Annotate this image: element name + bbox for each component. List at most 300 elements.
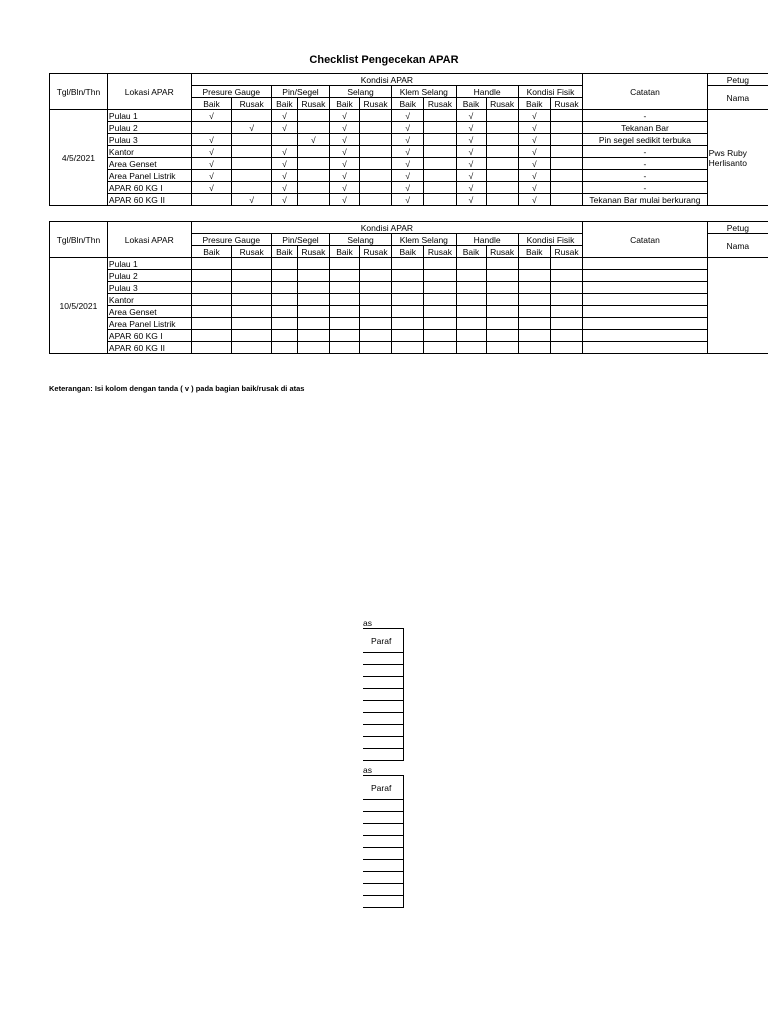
check-cell — [486, 342, 518, 354]
check-cell — [232, 330, 272, 342]
check-cell — [329, 330, 359, 342]
date-column-header: Tgl/Bln/Thn — [50, 222, 108, 258]
baik-subheader: Baik — [191, 246, 232, 258]
check-cell — [191, 270, 232, 282]
check-cell — [392, 294, 424, 306]
check-mark: √ — [191, 110, 232, 122]
paraf-header: Paraf — [363, 776, 404, 800]
location-cell: Pulau 1 — [107, 258, 191, 270]
table-row — [50, 318, 768, 330]
check-cell — [297, 110, 329, 122]
notes-column-header: Catatan — [583, 74, 707, 110]
check-cell — [329, 294, 359, 306]
category-header-5: Kondisi Fisik — [518, 86, 583, 98]
check-cell — [424, 182, 456, 194]
check-cell — [232, 258, 272, 270]
note-cell: - — [583, 158, 707, 170]
paraf-cell — [363, 749, 404, 761]
category-header-2: Selang — [329, 234, 391, 246]
note-cell — [583, 294, 707, 306]
check-cell — [518, 342, 550, 354]
note-cell — [583, 258, 707, 270]
check-cell — [486, 134, 518, 146]
check-mark: √ — [456, 134, 486, 146]
table-row — [50, 342, 768, 354]
check-mark: √ — [456, 194, 486, 206]
location-cell: Kantor — [107, 146, 191, 158]
check-cell — [359, 110, 391, 122]
baik-subheader: Baik — [456, 246, 486, 258]
location-cell: Pulau 1 — [107, 110, 191, 122]
check-cell — [486, 182, 518, 194]
check-cell — [486, 146, 518, 158]
note-cell: Pin segel sedikit terbuka — [583, 134, 707, 146]
check-mark: √ — [191, 170, 232, 182]
check-cell — [424, 258, 456, 270]
check-mark: √ — [518, 170, 550, 182]
paraf-cell — [363, 701, 404, 713]
table-row — [50, 194, 768, 206]
check-cell — [191, 122, 232, 134]
check-cell — [297, 122, 329, 134]
baik-subheader: Baik — [456, 98, 486, 110]
date-column-header: Tgl/Bln/Thn — [50, 74, 108, 110]
signature-fragment-2 — [363, 764, 403, 908]
paraf-cell — [363, 653, 404, 665]
check-cell — [359, 318, 391, 330]
check-mark: √ — [329, 122, 359, 134]
rusak-subheader: Rusak — [550, 98, 582, 110]
check-cell — [486, 270, 518, 282]
check-cell — [550, 182, 582, 194]
note-cell — [583, 282, 707, 294]
location-cell: Area Genset — [107, 158, 191, 170]
note-cell: Tekanan Bar mulai berkurang — [583, 194, 707, 206]
check-mark: √ — [329, 170, 359, 182]
baik-subheader: Baik — [191, 98, 232, 110]
location-cell: APAR 60 KG II — [107, 342, 191, 354]
check-mark: √ — [297, 134, 329, 146]
paraf-cell — [363, 860, 404, 872]
check-cell — [297, 342, 329, 354]
check-cell — [272, 318, 298, 330]
check-mark: √ — [392, 182, 424, 194]
note-cell — [583, 342, 707, 354]
check-cell — [392, 282, 424, 294]
check-mark: √ — [272, 182, 298, 194]
check-cell — [297, 294, 329, 306]
paraf-cell — [363, 689, 404, 701]
checklist-table-1 — [49, 73, 768, 218]
check-mark: √ — [518, 158, 550, 170]
check-cell — [424, 146, 456, 158]
paraf-cell — [363, 725, 404, 737]
check-cell — [191, 294, 232, 306]
location-column-header: Lokasi APAR — [107, 74, 191, 110]
category-header-2: Selang — [329, 86, 391, 98]
check-cell — [518, 294, 550, 306]
location-cell: APAR 60 KG I — [107, 182, 191, 194]
check-cell — [359, 258, 391, 270]
check-cell — [486, 158, 518, 170]
check-cell — [456, 282, 486, 294]
check-cell — [424, 122, 456, 134]
rusak-subheader: Rusak — [550, 246, 582, 258]
officer-cell — [707, 258, 768, 354]
check-mark: √ — [329, 134, 359, 146]
check-cell — [232, 318, 272, 330]
table-row — [50, 146, 768, 158]
check-cell — [456, 330, 486, 342]
paraf-cell — [363, 896, 404, 908]
check-cell — [329, 258, 359, 270]
note-cell: Tekanan Bar — [583, 122, 707, 134]
category-header-1: Pin/Segel — [272, 234, 330, 246]
check-cell — [232, 342, 272, 354]
check-cell — [424, 318, 456, 330]
check-mark: √ — [392, 170, 424, 182]
fragment-header: as — [363, 617, 404, 629]
check-cell — [550, 110, 582, 122]
check-cell — [392, 270, 424, 282]
location-cell: Area Panel Listrik — [107, 318, 191, 330]
check-cell — [297, 146, 329, 158]
check-cell — [191, 330, 232, 342]
note-cell — [583, 270, 707, 282]
check-cell — [486, 170, 518, 182]
check-cell — [191, 282, 232, 294]
check-cell — [297, 182, 329, 194]
check-cell — [232, 158, 272, 170]
check-cell — [518, 330, 550, 342]
check-cell — [424, 342, 456, 354]
check-mark: √ — [191, 134, 232, 146]
check-cell — [550, 270, 582, 282]
check-cell — [424, 170, 456, 182]
check-mark: √ — [392, 110, 424, 122]
check-mark: √ — [329, 158, 359, 170]
location-column-header: Lokasi APAR — [107, 222, 191, 258]
check-cell — [359, 294, 391, 306]
check-cell — [359, 134, 391, 146]
check-mark: √ — [456, 146, 486, 158]
check-cell — [456, 294, 486, 306]
table-row — [50, 306, 768, 318]
check-mark: √ — [272, 170, 298, 182]
check-cell — [424, 330, 456, 342]
table-row — [50, 110, 768, 122]
check-cell — [359, 342, 391, 354]
paraf-cell — [363, 713, 404, 725]
check-cell — [272, 330, 298, 342]
paraf-header: Paraf — [363, 629, 404, 653]
check-mark: √ — [329, 110, 359, 122]
rusak-subheader: Rusak — [297, 246, 329, 258]
check-cell — [486, 110, 518, 122]
location-cell: Pulau 2 — [107, 270, 191, 282]
check-cell — [297, 158, 329, 170]
check-cell — [392, 330, 424, 342]
check-cell — [297, 258, 329, 270]
check-cell — [272, 258, 298, 270]
check-cell — [456, 342, 486, 354]
check-cell — [550, 170, 582, 182]
location-cell: Pulau 3 — [107, 134, 191, 146]
baik-subheader: Baik — [272, 246, 298, 258]
check-cell — [486, 294, 518, 306]
baik-subheader: Baik — [518, 98, 550, 110]
check-cell — [297, 270, 329, 282]
kondisi-group-header: Kondisi APAR — [191, 74, 583, 86]
check-mark: √ — [272, 158, 298, 170]
check-cell — [456, 258, 486, 270]
category-header-3: Klem Selang — [392, 234, 456, 246]
rusak-subheader: Rusak — [232, 246, 272, 258]
check-mark: √ — [232, 122, 272, 134]
officer-name-header: Nama — [707, 234, 768, 258]
check-mark: √ — [518, 194, 550, 206]
check-cell — [359, 170, 391, 182]
date-cell: 10/5/2021 — [50, 258, 108, 354]
location-cell: Pulau 3 — [107, 282, 191, 294]
check-cell — [424, 294, 456, 306]
officer-group-header: Petug — [707, 222, 768, 234]
paraf-cell — [363, 665, 404, 677]
check-cell — [329, 270, 359, 282]
check-cell — [297, 318, 329, 330]
check-cell — [550, 122, 582, 134]
check-cell — [424, 110, 456, 122]
category-header-4: Handle — [456, 234, 518, 246]
note-text: Keterangan: Isi kolom dengan tanda ( v ) pada bagian baik/rusak di atas — [49, 384, 305, 393]
checklist-table-2 — [49, 221, 768, 366]
officer-cell: Pws Ruby Herlisanto — [707, 110, 768, 206]
paraf-cell — [363, 677, 404, 689]
check-mark: √ — [272, 110, 298, 122]
location-cell: Area Genset — [107, 306, 191, 318]
table-row — [50, 330, 768, 342]
check-mark: √ — [518, 134, 550, 146]
table-row — [50, 182, 768, 194]
table-row — [50, 258, 768, 270]
check-cell — [550, 282, 582, 294]
note-cell: - — [583, 146, 707, 158]
category-header-1: Pin/Segel — [272, 86, 330, 98]
table-row — [50, 294, 768, 306]
check-cell — [359, 146, 391, 158]
check-cell — [232, 134, 272, 146]
baik-subheader: Baik — [392, 98, 424, 110]
check-cell — [392, 318, 424, 330]
check-cell — [392, 258, 424, 270]
check-mark: √ — [272, 122, 298, 134]
check-cell — [191, 258, 232, 270]
check-mark: √ — [518, 110, 550, 122]
check-cell — [359, 182, 391, 194]
table-row — [50, 134, 768, 146]
check-mark: √ — [191, 182, 232, 194]
check-cell — [297, 194, 329, 206]
check-cell — [550, 258, 582, 270]
check-cell — [359, 330, 391, 342]
category-header-0: Presure Gauge — [191, 234, 271, 246]
check-cell — [424, 134, 456, 146]
paraf-cell — [363, 812, 404, 824]
check-mark: √ — [392, 158, 424, 170]
table-row — [50, 122, 768, 134]
check-cell — [424, 158, 456, 170]
check-cell — [272, 306, 298, 318]
check-cell — [359, 122, 391, 134]
check-cell — [486, 306, 518, 318]
check-cell — [232, 270, 272, 282]
check-cell — [518, 282, 550, 294]
date-cell: 4/5/2021 — [50, 110, 108, 206]
check-cell — [329, 342, 359, 354]
fragment-header: as — [363, 764, 404, 776]
check-mark: √ — [518, 182, 550, 194]
check-cell — [272, 294, 298, 306]
check-cell — [232, 110, 272, 122]
check-cell — [518, 318, 550, 330]
check-mark: √ — [456, 122, 486, 134]
check-cell — [359, 158, 391, 170]
check-cell — [232, 294, 272, 306]
check-cell — [232, 306, 272, 318]
check-cell — [272, 270, 298, 282]
paraf-cell — [363, 872, 404, 884]
rusak-subheader: Rusak — [359, 98, 391, 110]
check-mark: √ — [392, 194, 424, 206]
check-cell — [297, 330, 329, 342]
check-cell — [191, 342, 232, 354]
paraf-cell — [363, 884, 404, 896]
check-cell — [359, 282, 391, 294]
category-header-5: Kondisi Fisik — [518, 234, 583, 246]
check-cell — [191, 306, 232, 318]
paraf-cell — [363, 848, 404, 860]
rusak-subheader: Rusak — [486, 246, 518, 258]
check-cell — [550, 158, 582, 170]
kondisi-group-header: Kondisi APAR — [191, 222, 583, 234]
check-mark: √ — [518, 146, 550, 158]
check-cell — [518, 270, 550, 282]
check-mark: √ — [272, 146, 298, 158]
category-header-3: Klem Selang — [392, 86, 456, 98]
note-cell: - — [583, 170, 707, 182]
check-mark: √ — [272, 194, 298, 206]
location-cell: APAR 60 KG II — [107, 194, 191, 206]
table-row — [50, 270, 768, 282]
baik-subheader: Baik — [329, 98, 359, 110]
category-header-0: Presure Gauge — [191, 86, 271, 98]
check-mark: √ — [329, 146, 359, 158]
check-cell — [191, 194, 232, 206]
note-cell — [583, 330, 707, 342]
check-cell — [424, 194, 456, 206]
check-mark: √ — [456, 110, 486, 122]
check-cell — [297, 282, 329, 294]
check-cell — [297, 170, 329, 182]
baik-subheader: Baik — [329, 246, 359, 258]
check-mark: √ — [392, 134, 424, 146]
note-cell — [583, 306, 707, 318]
officer-group-header: Petug — [707, 74, 768, 86]
check-mark: √ — [518, 122, 550, 134]
check-cell — [232, 282, 272, 294]
page-title: Checklist Pengecekan APAR — [309, 54, 459, 66]
check-cell — [550, 194, 582, 206]
rusak-subheader: Rusak — [359, 246, 391, 258]
check-cell — [392, 342, 424, 354]
rusak-subheader: Rusak — [424, 98, 456, 110]
note-cell — [583, 318, 707, 330]
paraf-cell — [363, 737, 404, 749]
check-cell — [232, 146, 272, 158]
check-cell — [359, 194, 391, 206]
baik-subheader: Baik — [518, 246, 550, 258]
check-cell — [272, 282, 298, 294]
check-cell — [456, 270, 486, 282]
check-mark: √ — [191, 158, 232, 170]
check-mark: √ — [232, 194, 272, 206]
check-cell — [272, 342, 298, 354]
location-cell: Kantor — [107, 294, 191, 306]
check-cell — [297, 306, 329, 318]
table-row — [50, 158, 768, 170]
baik-subheader: Baik — [392, 246, 424, 258]
check-cell — [191, 318, 232, 330]
baik-subheader: Baik — [272, 98, 298, 110]
check-cell — [359, 270, 391, 282]
check-cell — [272, 134, 298, 146]
check-cell — [359, 306, 391, 318]
check-cell — [486, 194, 518, 206]
location-cell: Pulau 2 — [107, 122, 191, 134]
check-mark: √ — [329, 194, 359, 206]
rusak-subheader: Rusak — [232, 98, 272, 110]
check-cell — [550, 306, 582, 318]
check-cell — [550, 294, 582, 306]
paraf-cell — [363, 800, 404, 812]
check-cell — [232, 182, 272, 194]
check-cell — [424, 282, 456, 294]
check-mark: √ — [456, 158, 486, 170]
check-cell — [232, 170, 272, 182]
rusak-subheader: Rusak — [486, 98, 518, 110]
signature-fragment-1 — [363, 617, 403, 761]
notes-column-header: Catatan — [583, 222, 707, 258]
table-row — [50, 170, 768, 182]
check-cell — [392, 306, 424, 318]
check-cell — [518, 258, 550, 270]
check-cell — [518, 306, 550, 318]
check-cell — [329, 318, 359, 330]
table-row — [50, 282, 768, 294]
check-cell — [486, 258, 518, 270]
paraf-cell — [363, 836, 404, 848]
check-cell — [550, 330, 582, 342]
check-cell — [456, 318, 486, 330]
check-cell — [486, 122, 518, 134]
note-cell: - — [583, 182, 707, 194]
check-cell — [486, 318, 518, 330]
check-mark: √ — [392, 146, 424, 158]
check-cell — [550, 134, 582, 146]
check-mark: √ — [191, 146, 232, 158]
check-mark: √ — [392, 122, 424, 134]
check-cell — [456, 306, 486, 318]
